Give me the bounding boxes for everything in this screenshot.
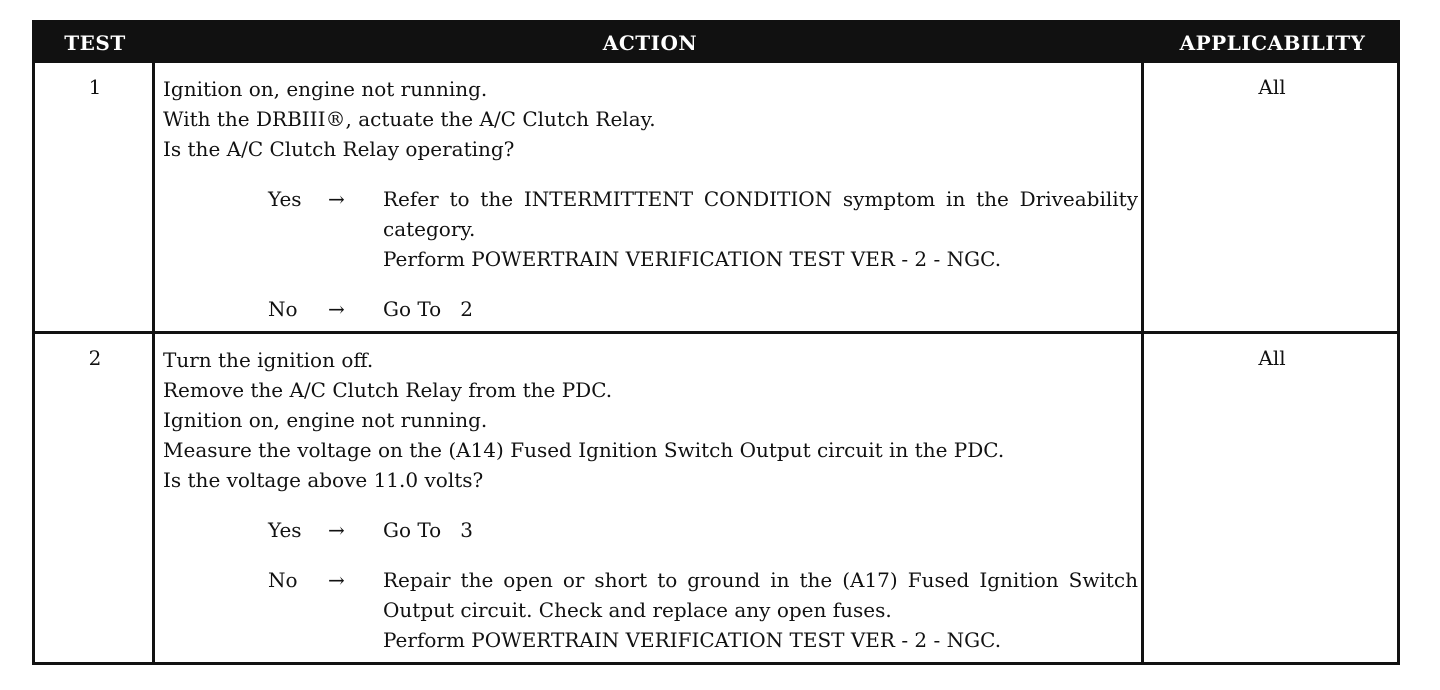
test-number-2: 2 [88,346,102,370]
action-cell-2 [163,345,1138,655]
response-text: Go To 3 [383,518,473,542]
action-step: Remove the A/C Clutch Relay from the PDC. [163,378,613,402]
applicability-1: All [1258,75,1286,99]
arrow-icon: → [328,518,345,542]
row-divider [35,331,1397,334]
yes-label: Yes [268,518,302,542]
no-response [163,294,1138,324]
diagnostic-test-table [32,20,1400,665]
yes-response [163,184,1138,274]
action-step: Turn the ignition off. [163,348,374,372]
action-step: Is the voltage above 11.0 volts? [163,468,484,492]
response-text: Perform POWERTRAIN VERIFICATION TEST VER - 2 - NGC. [383,247,1002,271]
action-cell-1 [163,74,1138,324]
action-step: Is the A/C Clutch Relay operating? [163,137,515,161]
yes-label: Yes [268,187,302,211]
action-step: Ignition on, engine not running. [163,77,488,101]
no-label: No [268,297,298,321]
arrow-icon: → [328,187,345,211]
response-text: Go To 2 [383,297,473,321]
header-action: ACTION [602,31,698,55]
header-applicability: APPLICABILITY [1179,31,1366,55]
yes-response [163,515,1138,545]
response-text: Perform POWERTRAIN VERIFICATION TEST VER - 2 - NGC. [383,628,1002,652]
action-step: With the DRBIII®, actuate the A/C Clutch Relay. [163,107,656,131]
arrow-icon: → [328,297,345,321]
table-header [35,23,1397,63]
no-response [163,565,1138,655]
header-test: TEST [64,31,126,55]
action-step: Ignition on, engine not running. [163,408,488,432]
test-number-1: 1 [88,75,102,99]
arrow-icon: → [328,568,345,592]
applicability-2: All [1258,346,1286,370]
no-label: No [268,568,298,592]
action-step: Measure the voltage on the (A14) Fused Ignition Switch Output circuit in the PDC. [163,438,1005,462]
response-text: Repair the open or short to ground in the (A17) Fused Ignition Switch Output circuit. Check and replace any open fuses. [383,568,1138,622]
response-text: Refer to the INTERMITTENT CONDITION symptom in the Driveability category. [383,187,1138,241]
